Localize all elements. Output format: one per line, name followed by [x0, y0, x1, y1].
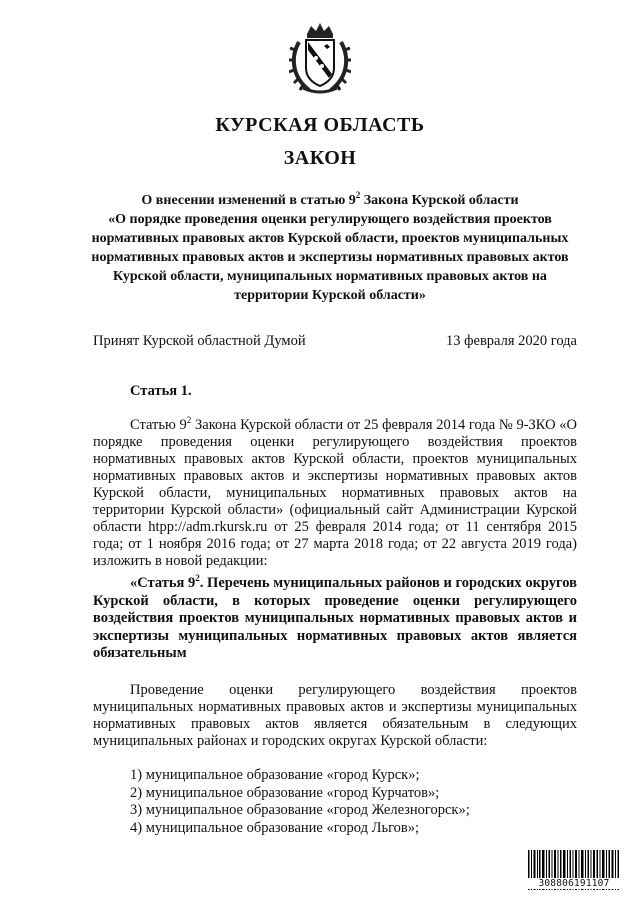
article-paragraph — [93, 417, 577, 570]
paragraph-text: Закона Курской области от 25 февраля 2014 года № 9-ЗКО «О порядке проведения оценки регулирующего воздействия проектов нормативных правовых актов Курской области, проектов муниципальных нормативных правовых актов и экспертизы нормативных правовых актов Курской области, муниципальных нормативных правовых актов на территории Курской области» (официальный сайт Администрации Курской области htpp://adm.rkursk.ru от 25 февраля 2014 года; от 11 сентября 2015 года; от 1 ноября 2016 года; от 27 марта 2018 года; от 22 августа 2019 года) изложить в новой редакции: — [93, 417, 577, 569]
paragraph-text: . Перечень муниципальных районов и городских округов Курской области, в которых проведение оценки регулирующего воздействия проектов муниципальных нормативных правовых актов и экспертизы муниципальных нормативных правовых актов является обязательным — [93, 575, 577, 661]
new-article-heading — [93, 575, 577, 663]
list-item: 4) муниципальное образование «город Льгов»; — [130, 819, 420, 836]
article-paragraph: Проведение оценки регулирующего воздействия проектов муниципальных нормативных правовых актов и экспертизы муниципальных нормативных правовых актов является обязательным в следующих муниципальных районах и городских округах Курской области: — [93, 682, 577, 749]
region-heading: КУРСКАЯ ОБЛАСТЬ — [215, 114, 425, 136]
title-text: Закона Курской области — [360, 193, 519, 208]
adopted-by: Принят Курской областной Думой — [93, 333, 306, 349]
list-item: 3) муниципальное образование «город Железногорск»; — [130, 802, 470, 818]
paragraph-superscript: 2 — [186, 415, 192, 425]
article-heading: Статья 1. — [130, 383, 192, 399]
law-title — [90, 191, 570, 305]
adoption-line — [93, 333, 577, 350]
title-superscript: 2 — [355, 190, 361, 200]
barcode-number: 308806191107 — [528, 878, 620, 889]
paragraph-text: Статью 9 — [130, 417, 187, 433]
list-item: 2) муниципальное образование «город Курчатов»; — [130, 784, 440, 801]
title-text: «О порядке проведения оценки регулирующего воздействия проектов нормативных правовых актов Курской области, проектов муниципальных нормативных правовых актов и экспертизы нормативных правовых актов Курской области, муниципальных нормативных правовых актов на территории Курской области» — [91, 212, 569, 303]
municipality-list — [130, 767, 470, 837]
paragraph-superscript: 2 — [195, 573, 200, 583]
coat-of-arms-icon — [289, 20, 351, 96]
paragraph-text: «Статья 9 — [130, 575, 196, 591]
adoption-date: 13 февраля 2020 года — [445, 333, 577, 349]
document-type-heading: ЗАКОН — [283, 147, 357, 169]
title-text: О внесении изменений в статью 9 — [141, 193, 356, 208]
list-item: 1) муниципальное образование «город Курск»; — [130, 767, 420, 783]
